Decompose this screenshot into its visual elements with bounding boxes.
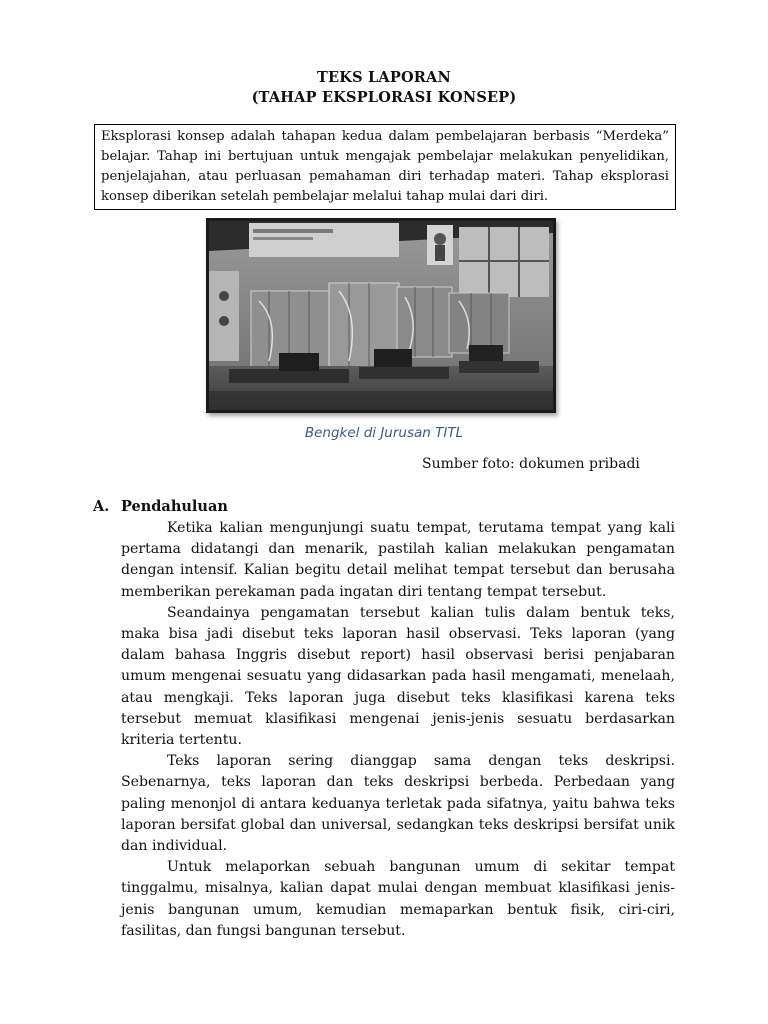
section-heading xyxy=(93,498,228,515)
intro-box xyxy=(94,124,676,210)
paragraph: Ketika kalian mengunjungi suatu tempat, terutama tempat yang kali pertama didatangi dan menarik, pastilah kalian melakukan pengamatan dengan intensif. Kalian begitu detail melihat tempat tersebut dan berusaha memberikan perekaman pada ingatan diri tentang tempat tersebut. xyxy=(121,520,675,600)
intro-text: Eksplorasi konsep adalah tahapan kedua dalam pembelajaran berbasis “Merdeka” belajar. Tahap ini bertujuan untuk mengajak pembelajar melakukan penyelidikan, penjelajahan, atau perluasan pemahaman diri terhadap materi. Tahap eksplorasi konsep diberikan setelah pembelajar melalui tahap mulai dari diri. xyxy=(101,129,669,204)
workshop-photo xyxy=(206,218,556,413)
figure-source: Sumber foto: dokumen pribadi xyxy=(422,456,640,472)
paragraph: Untuk melaporkan sebuah bangunan umum di sekitar tempat tinggalmu, misalnya, kalian dapat mulai dengan membuat klasifikasi jenis-jenis bangunan umum, kemudian memaparkan bentuk fisik, ciri-ciri, fasilitas, dan fungsi bangunan tersebut. xyxy=(121,859,675,939)
paragraph: Teks laporan sering dianggap sama dengan teks deskripsi. Sebenarnya, teks laporan dan teks deskripsi berbeda. Perbedaan yang paling menonjol di antara keduanya terletak pada sifatnya, yaitu bahwa teks laporan bersifat global dan universal, sedangkan teks deskripsi bersifat unik dan individual. xyxy=(121,753,675,855)
section-body xyxy=(121,518,675,942)
document-subtitle: (TAHAP EKSPLORASI KONSEP) xyxy=(251,89,517,106)
section-number: A. xyxy=(93,498,110,515)
document-title: TEKS LAPORAN xyxy=(317,69,451,86)
figure-caption: Bengkel di Jurusan TITL xyxy=(304,425,464,441)
paragraph: Seandainya pengamatan tersebut kalian tulis dalam bentuk teks, maka bisa jadi disebut teks laporan hasil observasi. Teks laporan (yang dalam bahasa Inggris disebut report) hasil observasi berisi penjabaran umum mengenai sesuatu yang didasarkan pada hasil mengamati, menelaah, atau mengkaji. Teks laporan juga disebut teks klasifikasi karena teks tersebut memuat klasifikasi mengenai jenis-jenis sesuatu berdasarkan kriteria tertentu. xyxy=(121,604,675,749)
section-title: Pendahuluan xyxy=(121,498,228,515)
